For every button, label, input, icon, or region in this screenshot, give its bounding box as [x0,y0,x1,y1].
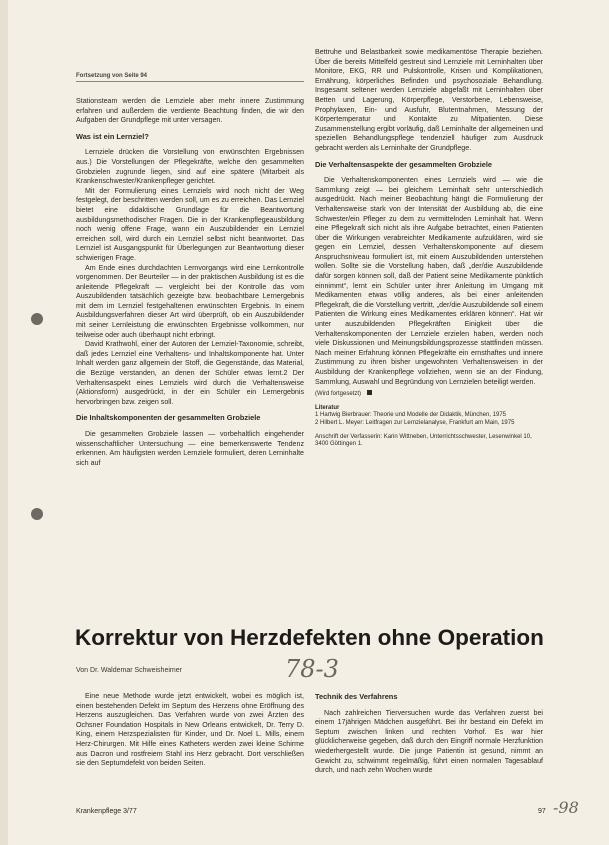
left-paragraph-1: Lernziele drücken die Vorstellung von erwünschten Ergebnissen aus.) Die Vorstellungen der Pflegekräfte, welche den gesammelten Grobzielen zugrunde liegen, sind auf eine spätere (Mitarbeit als Krankenschwester/Krankenpfleger gerichtet. [76,148,304,186]
article2-left-text: Eine neue Methode wurde jetzt entwickelt, wobei es möglich ist, einen bestehenden Defekt im Septum des Herzens ohne Eröffnung des Herzens auszugleichen. Das Verfahren wurde von zwei Ärzten des Ochsner Foundation Hospitals in New Orleans entwickelt, Dr. Terry D. King, einem Herzspezialisten für Kinder, und Dr. Noel L. Mills, einem Herz-Chirurgen. Mit Hilfe eines Katheters werden zwei kleine Schirme aus Dacron und rostfreiem Stahl ins Herz gebracht. Dort verschließen sie den Septumdefekt von beiden Seiten. [76,692,304,768]
right-column [315,48,543,449]
header-rule [76,81,304,82]
left-column [76,97,304,468]
heading-inhaltskomponenten: Die Inhaltskomponenten der gesammelten Grobziele [76,413,261,423]
continued-note: (Wird fortgesetzt) [315,391,362,398]
page-number: 97 [538,808,546,815]
left-paragraph-2: Mit der Formulierung eines Lernziels wird noch nicht der Weg festgelegt, der beschritten werden soll, um es zu erreichen. Das Lernziel bietet eine didaktische Grundlage für die Beantwortung ausbildungsmethodischer Fragen. Die in der Krankenpflegeausbildung noch wenig offene Frage, wann ein Auszubildender ein Lernziel erreichen soll, wird durch ein Lernziel selbst nicht beantwortet. Das Lernziel ist Ausgangspunkt für Überlegungen zur Beantwortung dieser schwierigen Frage. [76,186,304,262]
heading-was-ist-ein-lernziel: Was ist ein Lernziel? [76,131,149,141]
literature-item-2: 2 Hilbert L. Meyer: Leitfragen zur Lernzielanalyse, Frankfurt am Main, 1975 [315,419,515,426]
handwritten-code: 78-3 [285,655,339,683]
page-left-edge [0,0,8,845]
right-paragraph-1: Bettruhe und Belastbarkeit sowie medikamentöse Therapie beziehen. Über die bereits Mittelfeld gestreut sind Lernziele mit Lerninhalten über Monitore, EKG, RR und Pulskontrolle, Krisen und Komplikationen, Ernährung, körperliches Befinden und psychosoziale Behandlung. Insgesamt seltener werden Lernziele abgefaßt mit Lerninhalten über Betten und Lagerung, Körperpflege, Verstorbene, Lebensweise, Prophylaxen, Ein- und Ausfuhr, Blutentnahmen, Messung der Körpertemperatur und Kontakte zu Mitpatienten. Diese Zusammenstellung ergibt vorläufig, daß Lerninhalte der allgemeinen und speziellen Behandlungspflege tendenziell häufiger zum Ausdruck gebracht werden als Lerninhalte der Grundpflege. [315,48,543,152]
heading-technik: Technik des Verfahrens [315,692,398,701]
signoff-line [315,389,543,399]
article2-right-column [315,692,543,776]
article2-right-text: Nach zahlreichen Tierversuchen wurde das Verfahren zuerst bei einem 17jährigen Mädchen ausgeführt. Bei ihr bestand ein Defekt im Septum zwischen linken und rechten Vorhof. Es war hier glücklicherweise gegeben, daß durch den Eingriff normale Herzfunktion wiederhergestellt wurde. Die junge Patientin ist gesund, nimmt an Gewicht zu, schwimmt regelmäßig, führt einen normalen Tagesablauf durch, und nach zehn Wochen wurde [315,708,543,775]
handwritten-page-number: -98 [553,798,579,817]
end-mark [367,390,372,395]
literature-heading: Literatur [315,404,340,411]
left-paragraph-3: Am Ende eines durchdachten Lernvorgangs wird eine Lernkontrolle vorgenommen. Der Beurteiler — in der praktischen Ausbildung ist es die anleitende Pflegekraft — vergleicht bei der Kontrolle das vom Auszubildenden tatsächlich gezeigte bzw. beobachtbare Lernergebnis mit dem im Lernziel festgehaltenen erwünschten Ergebnis. In einem Ausbildungsverfahren dieser Art wird überprüft, ob ein Auszubildender mit seiner Lernleistung die erwünschten Ergebnisse vollkommen, nur teilweise oder auch überhaupt nicht erbringt. [76,263,304,339]
literature-item-1: 1 Hartwig Bierbrauer: Theorie und Modelle der Didaktik, München, 1975 [315,412,506,419]
punch-hole-top [31,313,43,325]
article-headline: Korrektur von Herzdefekten ohne Operation [75,625,544,650]
author-address: Anschrift der Verfasserin: Karin Wittneben, Unterrichtsschwester, Lesenwinkel 10, 3400 Göttingen 1. [315,433,532,448]
right-paragraph-2: Die Verhaltenskomponenten eines Lernziels wird — wie die Sammlung zeigt — bei gleichem Lerninhalt sehr unterschiedlich ausgedrückt. Nach meiner Beobachtung hängt die Formulierung der Verhaltensweise stark von der Intensität der Ausbildung ab, die eine Schwester/ein Pfleger zu dem zu vermittelnden Lerninhalt hat. Wenn eine Pflegekraft sich nicht als ihre Aufgabe betrachtet, einen Patienten über die Wirkungen verabreichter Medikamente aufzuklären, wird sie gegen ein Lernziel, dessen Verhaltenskomponente auf diesem Anspruchsniveau formuliert ist, mit einem Auszubildenden unterstehen wollen. Sollte sie die Vorstellung haben, daß „der/die Auszubildende dafür sorgen können soll, daß der Patient seine Medikamente pünktlich einnimmt“, lernt ein Schüler unter ihrer Anleitung im Umgang mit Medikamenten etwas völlig anderes, als bei einer anleitenden Pflegekraft, die die Vorstellung vertritt, „der/die Auszubildende soll einem Patienten die Wirkung eines Medikamentes erklären können“. Hat wir unter auszubildenden Pflegekräften Einigkeit über die Verhaltenskomponenten der Lernziele erzielen haben, werden noch viele Diskussionen und Meinungsbildungsprozesse stattfinden müssen. Nach meiner Erfahrung können Pflegekräfte ein ernsthaftes und innere Zustimmung zu ihren bisher ungewohnten Verhaltensweisen in der Ausbildung der Krankenpflege vollziehen, wenn sie an der Findung, Sammlung, Auswahl und Begründung von Lernzielen beteiligt werden. [315,176,543,386]
article-byline: Von Dr. Waldemar Schweisheimer [76,667,182,674]
continuation-note: Fortsetzung von Seite 94 [76,73,148,79]
heading-verhaltensaspekte: Die Verhaltensaspekte der gesammelten Grobziele [315,159,493,169]
article2-left-column [76,692,304,769]
footer-journal: Krankenpflege 3/77 [76,808,137,815]
left-paragraph-0: Stationsteam werden die Lernziele aber mehr innere Zustimmung erfahren und außerdem die verdiente Beachtung finden, die wir den Aufgaben der Grundpflege mit unter versagen. [76,97,304,125]
punch-hole-bottom [31,508,43,520]
left-final-paragraph: Die gesammelten Grobziele lassen — vorbehaltlich eingehender wissenschaftlicher Untersuchung — eine bemerkenswerte Tendenz erkennen. Am häufigsten werden Lernziele formuliert, deren Lerninhalte sich auf [76,430,304,467]
left-paragraph-4: David Krathwohl, einer der Autoren der Lernziel-Taxonomie, schreibt, daß jedes Lernziel eine Verhaltens- und Inhaltskomponente hat. Unter Inhalt werden ganz allgemein der Stoff, die Gegenstände, das Material, die Bezüge verstanden, an denen der Schüler etwas lernt.2 Der Verhaltensaspekt eines Lernziels wird durch die Verhaltensweise (Aktionsform) ausgedrückt, in der ein Schüler ein Lernergebnis hervorbringen bzw. zeigen soll. [76,340,304,406]
